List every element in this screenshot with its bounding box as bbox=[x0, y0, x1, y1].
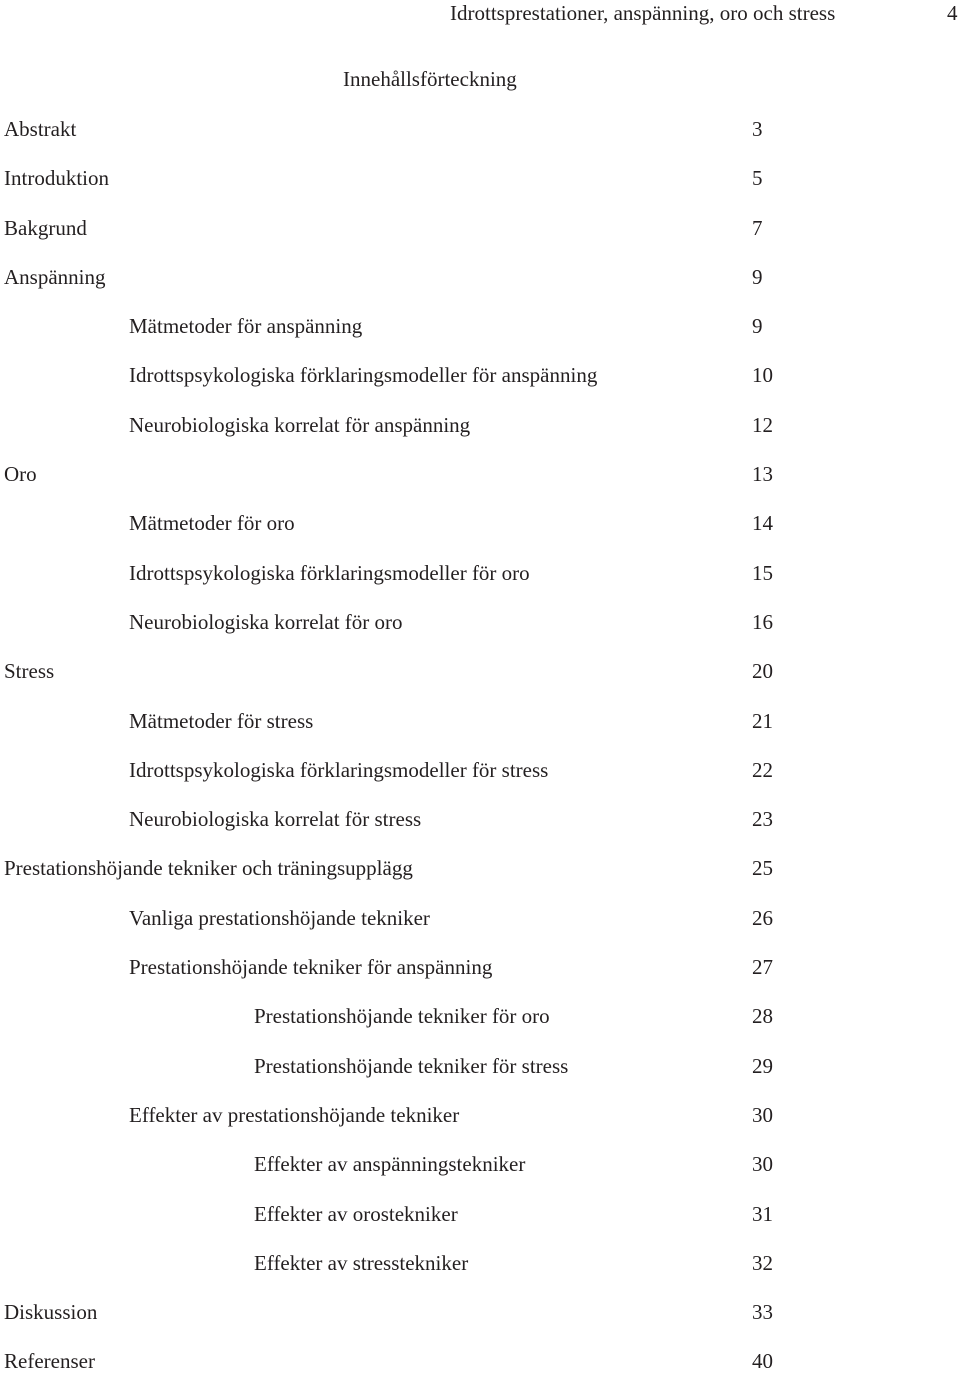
toc-entry-title: Oro bbox=[4, 462, 37, 487]
toc-entry bbox=[0, 313, 960, 362]
toc-entry-title: Bakgrund bbox=[4, 215, 87, 240]
toc-entry-title: Stress bbox=[4, 659, 55, 684]
toc-entry bbox=[0, 1250, 960, 1299]
toc-entry-title: Introduktion bbox=[4, 166, 109, 191]
toc-entry-page: 14 bbox=[752, 511, 773, 536]
toc-entry bbox=[0, 165, 960, 214]
toc-entry-title: Idrottspsykologiska förklaringsmodeller för oro bbox=[129, 560, 530, 585]
toc-entry-title: Neurobiologiska korrelat för anspänning bbox=[129, 412, 471, 437]
toc-entry bbox=[0, 708, 960, 757]
toc-entry-page: 26 bbox=[752, 905, 773, 930]
toc-entry-title: Referenser bbox=[4, 1349, 95, 1374]
toc-entry-title: Prestationshöjande tekniker för stress bbox=[254, 1053, 569, 1078]
running-header bbox=[0, 0, 960, 26]
toc-entry bbox=[0, 1151, 960, 1200]
toc-entry bbox=[0, 264, 960, 313]
toc-entry-page: 7 bbox=[752, 215, 763, 240]
toc-entry-page: 31 bbox=[752, 1201, 773, 1226]
toc-entry-title: Prestationshöjande tekniker och träningsupplägg bbox=[4, 856, 413, 881]
toc-entry bbox=[0, 954, 960, 1003]
toc-entry-page: 30 bbox=[752, 1102, 773, 1127]
toc-entry-page: 33 bbox=[752, 1300, 773, 1325]
toc-entry-page: 29 bbox=[752, 1053, 773, 1078]
toc-entry bbox=[0, 658, 960, 707]
toc-entry-page: 25 bbox=[752, 856, 773, 881]
toc-heading: Innehållsförteckning bbox=[343, 67, 517, 91]
toc-entry-page: 10 bbox=[752, 363, 773, 388]
toc-entry bbox=[0, 1348, 960, 1397]
toc-entry-page: 15 bbox=[752, 560, 773, 585]
toc-entry-page: 16 bbox=[752, 609, 773, 634]
toc-entry-page: 12 bbox=[752, 412, 773, 437]
toc-entry bbox=[0, 609, 960, 658]
page-number: 4 bbox=[947, 1, 958, 25]
toc-entry-page: 20 bbox=[752, 659, 773, 684]
toc-entry bbox=[0, 855, 960, 904]
toc-entry bbox=[0, 362, 960, 411]
toc-entry-title: Effekter av prestationshöjande tekniker bbox=[129, 1102, 460, 1127]
toc-entry-page: 9 bbox=[752, 264, 763, 289]
toc-entry-title: Idrottspsykologiska förklaringsmodeller för stress bbox=[129, 757, 549, 782]
toc-entry-title: Neurobiologiska korrelat för oro bbox=[129, 609, 403, 634]
toc-entry-page: 5 bbox=[752, 166, 763, 191]
toc-entry-title: Diskussion bbox=[4, 1300, 98, 1325]
toc-entry bbox=[0, 560, 960, 609]
toc-entry bbox=[0, 412, 960, 461]
toc-entry-title: Neurobiologiska korrelat för stress bbox=[129, 807, 422, 832]
toc-entry bbox=[0, 905, 960, 954]
toc-entry bbox=[0, 1003, 960, 1052]
toc-entry bbox=[0, 1201, 960, 1250]
toc-entry bbox=[0, 757, 960, 806]
toc-entry-page: 28 bbox=[752, 1004, 773, 1029]
toc-entry-page: 32 bbox=[752, 1250, 773, 1275]
toc-entry-title: Prestationshöjande tekniker för anspänning bbox=[129, 955, 493, 980]
table-of-contents bbox=[0, 116, 960, 1398]
toc-entry bbox=[0, 510, 960, 559]
toc-entry-page: 3 bbox=[752, 117, 763, 141]
running-title: Idrottsprestationer, anspänning, oro och stress bbox=[450, 1, 836, 25]
toc-entry bbox=[0, 806, 960, 855]
toc-entry-page: 21 bbox=[752, 708, 773, 733]
toc-entry-title: Idrottspsykologiska förklaringsmodeller för anspänning bbox=[129, 363, 598, 388]
toc-entry-title: Abstrakt bbox=[4, 117, 77, 141]
toc-entry-title: Effekter av stresstekniker bbox=[254, 1250, 469, 1275]
toc-entry-page: 22 bbox=[752, 757, 773, 782]
toc-entry-page: 23 bbox=[752, 807, 773, 832]
toc-entry-page: 13 bbox=[752, 462, 773, 487]
toc-entry-page: 40 bbox=[752, 1349, 773, 1374]
toc-entry bbox=[0, 1102, 960, 1151]
toc-entry-title: Vanliga prestationshöjande tekniker bbox=[129, 905, 430, 930]
toc-entry-title: Mätmetoder för anspänning bbox=[129, 314, 363, 339]
toc-entry-page: 27 bbox=[752, 955, 773, 980]
toc-entry-title: Effekter av anspänningstekniker bbox=[254, 1152, 526, 1177]
toc-entry bbox=[0, 1053, 960, 1102]
toc-entry bbox=[0, 215, 960, 264]
toc-entry bbox=[0, 116, 960, 165]
toc-entry-title: Mätmetoder för stress bbox=[129, 708, 314, 733]
toc-entry-page: 9 bbox=[752, 314, 763, 339]
toc-entry-title: Effekter av orostekniker bbox=[254, 1201, 458, 1226]
toc-entry bbox=[0, 461, 960, 510]
toc-entry-title: Prestationshöjande tekniker för oro bbox=[254, 1004, 550, 1029]
toc-entry-title: Mätmetoder för oro bbox=[129, 511, 295, 536]
toc-entry-page: 30 bbox=[752, 1152, 773, 1177]
toc-entry-title: Anspänning bbox=[4, 264, 106, 289]
toc-entry bbox=[0, 1299, 960, 1348]
